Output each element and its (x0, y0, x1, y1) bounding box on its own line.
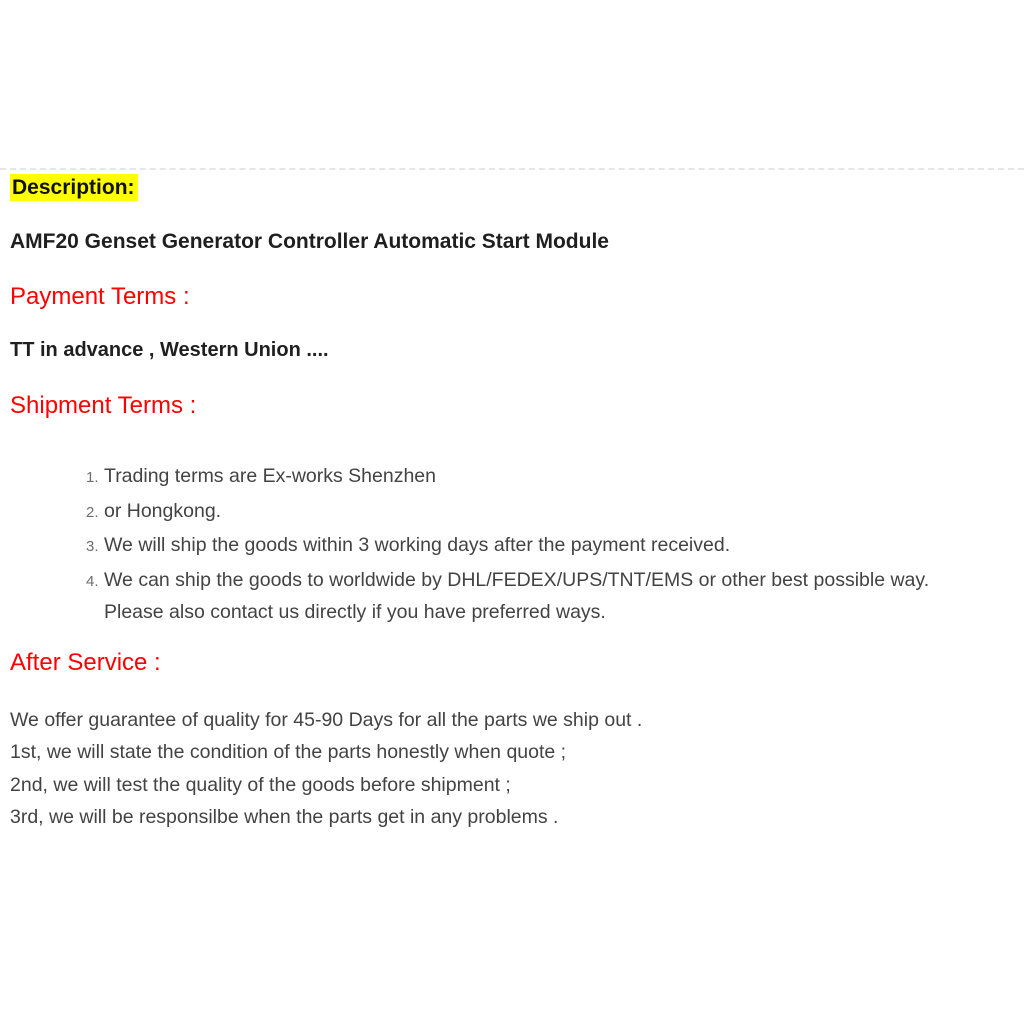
after-service-line: 3rd, we will be responsilbe when the parts get in any problems . (10, 806, 559, 828)
payment-terms-detail: TT in advance , Western Union .... (10, 339, 329, 361)
after-service-lines (10, 704, 994, 834)
list-item (86, 495, 984, 530)
list-item-number: 1. (86, 469, 99, 486)
list-item-number: 3. (86, 538, 99, 555)
list-item-text: We can ship the goods to worldwide by DHL/FEDEX/UPS/TNT/EMS or other best possible way. Please also contact us directly if you have preferred ways. (104, 568, 930, 623)
description-heading-row (10, 174, 994, 203)
list-item-text: Trading terms are Ex-works Shenzhen (104, 465, 436, 487)
list-item-text: or Hongkong. (104, 499, 222, 522)
list-item-text: We will ship the goods within 3 working days after the payment received. (104, 534, 731, 556)
after-service-line: 1st, we will state the condition of the parts honestly when quote ; (10, 741, 567, 763)
description-heading: Description: (10, 174, 138, 201)
description-content (10, 168, 994, 834)
list-item (86, 529, 984, 564)
list-item-number: 4. (86, 572, 99, 590)
product-title: AMF20 Genset Generator Controller Automatic Start Module (10, 230, 609, 253)
list-item-number: 2. (86, 503, 99, 521)
shipment-terms-heading: Shipment Terms : (10, 392, 197, 419)
shipment-terms-list (86, 460, 984, 629)
after-service-line: 2nd, we will test the quality of the goods before shipment ; (10, 773, 511, 796)
list-item (86, 460, 984, 495)
after-service-line: We offer guarantee of quality for 45-90 Days for all the parts we ship out . (10, 708, 643, 731)
payment-terms-heading: Payment Terms : (10, 283, 190, 310)
after-service-heading: After Service : (10, 648, 161, 676)
list-item (86, 564, 984, 629)
